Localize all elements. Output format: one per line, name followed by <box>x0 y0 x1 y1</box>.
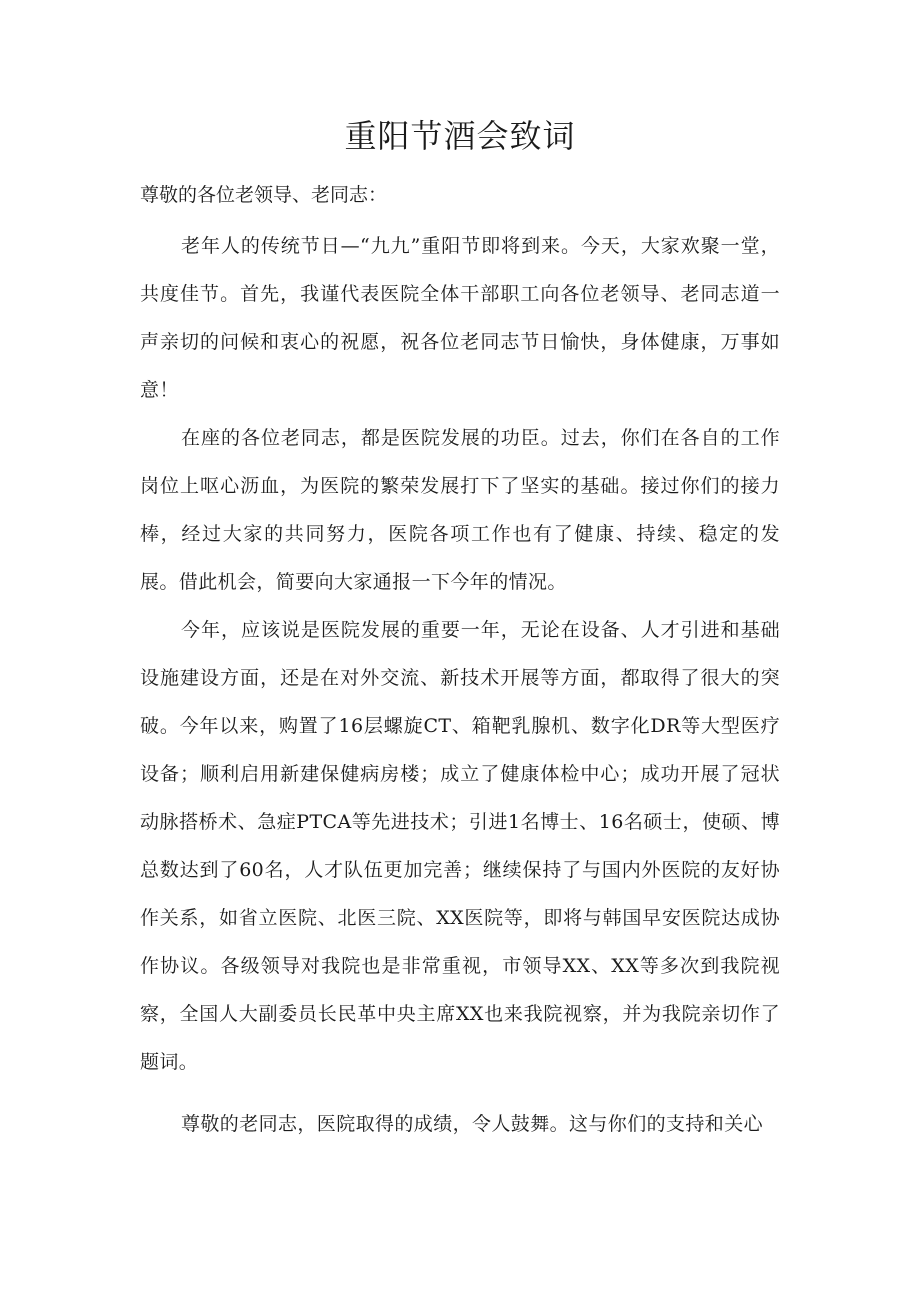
paragraph-closing-thanks: 尊敬的老同志，医院取得的成绩，令人鼓舞。这与你们的支持和关心 <box>181 1113 764 1135</box>
paragraph-veterans-contribution: 在座的各位老同志，都是医院发展的功臣。过去，你们在各自的工作岗位上呕心沥血，为医院的繁荣发展打下了坚实的基础。接过你们的接力棒，经过大家的共同努力，医院各项工作也有了健康、持续、稳定的发展。借此机会，简要向大家通报一下今年的情况。 <box>140 427 780 593</box>
paragraph-annual-achievements: 今年，应该说是医院发展的重要一年，无论在设备、人才引进和基础设施建设方面，还是在对外交流、新技术开展等方面，都取得了很大的突破。今年以来，购置了16层螺旋CT、箱靶乳腺机、数字化DR等大型医疗设备；顺利启用新建保健病房楼；成立了健康体检中心；成功开展了冠状动脉搭桥术、急症PTCA等先进技术；引进1名博士、16名硕士，使硕、博总数达到了60名，人才队伍更加完善；继续保持了与国内外医院的友好协作关系，如省立医院、北医三院、XX医院等，即将与韩国早安医院达成协作协议。各级领导对我院也是非常重视，市领导XX、XX等多次到我院视察，全国人大副委员长民革中央主席XX也来我院视察，并为我院亲切作了题词。 <box>140 619 780 1073</box>
greeting-line: 尊敬的各位老领导、老同志： <box>140 184 388 206</box>
document-title: 重阳节酒会致词 <box>344 117 576 155</box>
paragraph-festival-greeting: 老年人的传统节日—“九九”重阳节即将到来。今天，大家欢聚一堂，共度佳节。首先，我谨代表医院全体干部职工向各位老领导、老同志道一声亲切的问候和衷心的祝愿，祝各位老同志节日愉快，身体健康，万事如意！ <box>140 235 780 401</box>
